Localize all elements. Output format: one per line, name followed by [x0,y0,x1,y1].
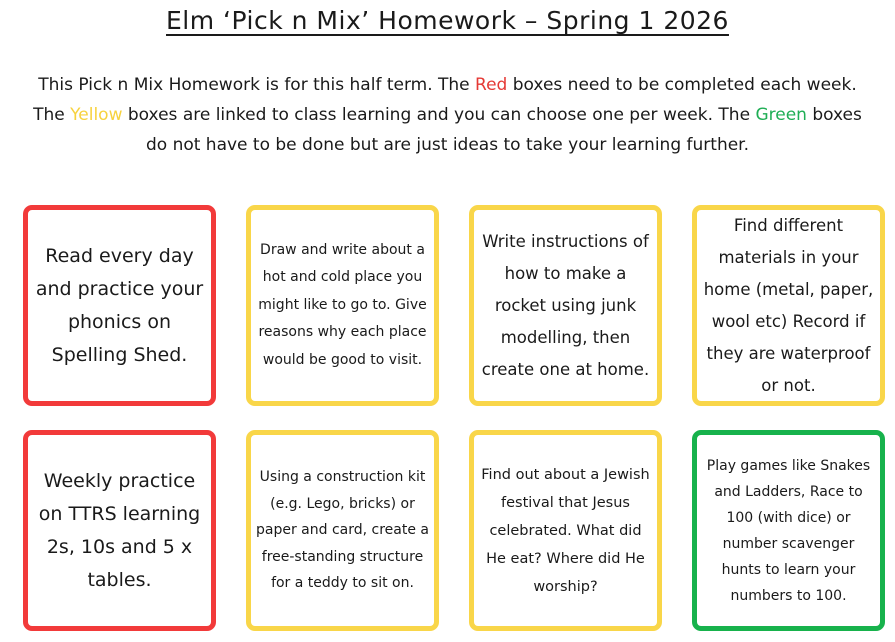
task-box-yellow [469,430,662,631]
task-box-yellow [469,205,662,406]
task-box-yellow [246,205,439,406]
task-text: Read every day and practice your phonics on Spelling Shed. [35,244,204,366]
task-box-green [692,430,885,631]
intro-text: This Pick n Mix Homework is for this half term. The [38,75,476,95]
yellow-keyword: Yellow [70,105,123,125]
task-text: Find out about a Jewish festival that Jesus celebrated. What did He eat? Where did He worship? [481,466,650,595]
intro-text: boxes do not have to be done but are just ideas to take your learning further. [145,105,862,155]
green-keyword: Green [755,105,807,125]
task-box-yellow [246,430,439,631]
task-text: Draw and write about a hot and cold place you might like to go to. Give reasons why each place would be good to visit. [258,241,427,368]
task-text: Weekly practice on TTRS learning 2s, 10s and 5 x tables. [38,469,201,591]
task-text: Play games like Snakes and Ladders, Race to 100 (with dice) or number scavenger hunts to learn your numbers to 100. [706,457,871,604]
task-text: Using a construction kit (e.g. Lego, bricks) or paper and card, create a free-standing structure for a teddy to sit on. [255,469,429,592]
task-text: Write instructions of how to make a rocket using junk modelling, then create one at home. [481,231,650,379]
red-keyword: Red [475,75,508,95]
task-box-red [23,430,216,631]
task-box-yellow [692,205,885,406]
intro-paragraph [20,70,875,160]
page-title: Elm ‘Pick n Mix’ Homework – Spring 1 2026 [166,6,729,35]
task-text: Find different materials in your home (metal, paper, wool etc) Record if they are waterproof or not. [703,215,874,395]
intro-text: boxes need to be completed each week. The [33,75,857,125]
task-box-red [23,205,216,406]
intro-text: boxes are linked to class learning and you can choose one per week. The [122,105,756,125]
